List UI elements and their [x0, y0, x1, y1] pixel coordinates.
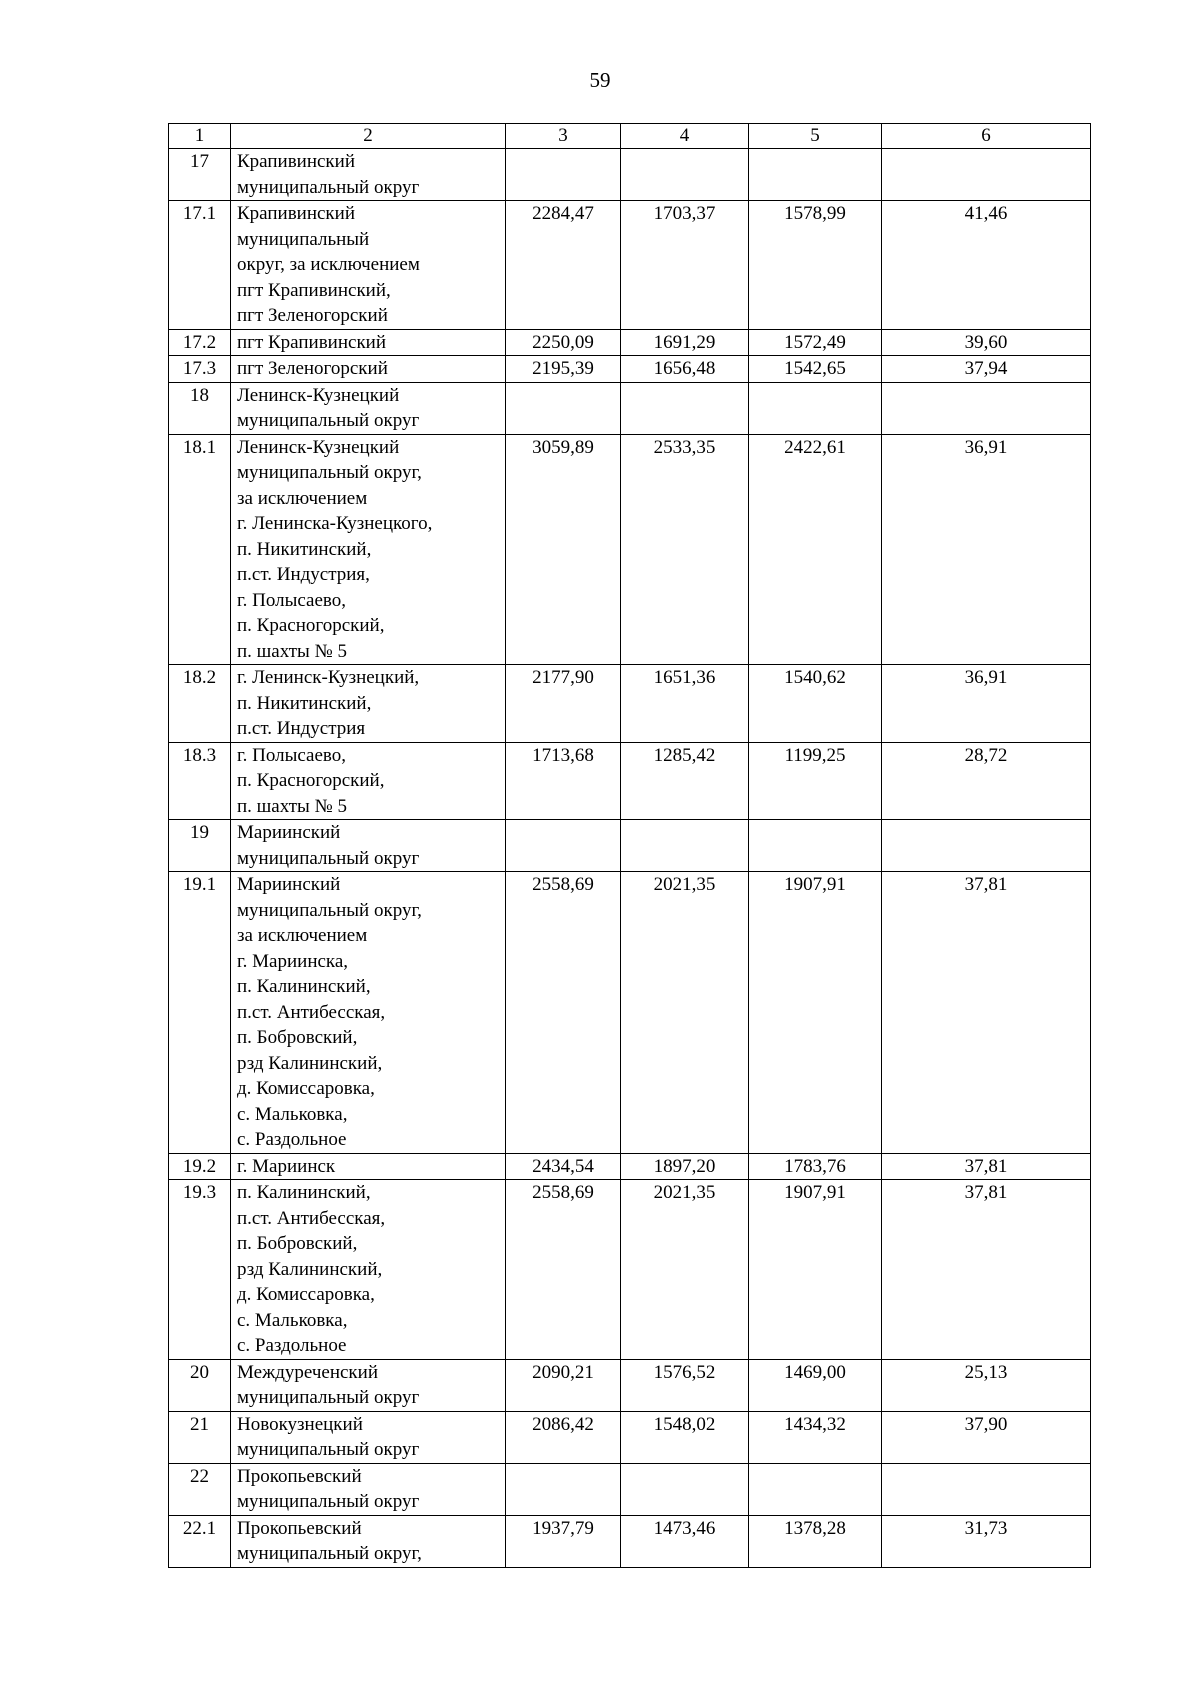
value-col6-cell: 37,81 — [882, 1153, 1091, 1180]
value-col5-cell — [749, 1463, 882, 1515]
value-col4-cell — [621, 820, 749, 872]
value-col6-cell: 41,46 — [882, 201, 1091, 330]
territory-name-cell: Прокопьевский муниципальный округ, — [231, 1515, 506, 1567]
table-row — [169, 201, 1091, 330]
table-header-row — [169, 124, 1091, 149]
value-col4-cell — [621, 1463, 749, 1515]
column-header-4: 4 — [621, 124, 749, 149]
value-col5-cell: 2422,61 — [749, 434, 882, 665]
territory-name-cell: Ленинск-Кузнецкий муниципальный округ, за исключением г. Ленинска-Кузнецкого, п. Никитинский, п.ст. Индустрия, г. Полысаево, п. Красногорский, п. шахты № 5 — [231, 434, 506, 665]
value-col3-cell: 2177,90 — [506, 665, 621, 743]
value-col5-cell: 1907,91 — [749, 1180, 882, 1360]
value-col5-cell: 1434,32 — [749, 1411, 882, 1463]
territory-name-cell: п. Калининский, п.ст. Антибесская, п. Бобровский, рзд Калининский, д. Комиссаровка, с. Мальковка, с. Раздольное — [231, 1180, 506, 1360]
value-col4-cell: 1691,29 — [621, 329, 749, 356]
value-col5-cell: 1469,00 — [749, 1359, 882, 1411]
territory-name-cell: Новокузнецкий муниципальный округ — [231, 1411, 506, 1463]
value-col4-cell: 1897,20 — [621, 1153, 749, 1180]
row-number-cell: 17 — [169, 149, 231, 201]
value-col6-cell: 37,90 — [882, 1411, 1091, 1463]
value-col6-cell: 37,81 — [882, 872, 1091, 1154]
value-col3-cell: 3059,89 — [506, 434, 621, 665]
value-col5-cell: 1572,49 — [749, 329, 882, 356]
territory-name-cell: Мариинский муниципальный округ — [231, 820, 506, 872]
value-col6-cell — [882, 1463, 1091, 1515]
value-col4-cell: 1548,02 — [621, 1411, 749, 1463]
territory-name-cell: Ленинск-Кузнецкий муниципальный округ — [231, 382, 506, 434]
territory-name-cell: г. Полысаево, п. Красногорский, п. шахты № 5 — [231, 742, 506, 820]
row-number-cell: 19.3 — [169, 1180, 231, 1360]
value-col4-cell: 1656,48 — [621, 356, 749, 383]
row-number-cell: 19.2 — [169, 1153, 231, 1180]
value-col6-cell: 31,73 — [882, 1515, 1091, 1567]
table-row — [169, 820, 1091, 872]
column-header-5: 5 — [749, 124, 882, 149]
value-col3-cell: 2284,47 — [506, 201, 621, 330]
table-row — [169, 872, 1091, 1154]
page-number: 59 — [589, 68, 611, 92]
column-header-6: 6 — [882, 124, 1091, 149]
row-number-cell: 19.1 — [169, 872, 231, 1154]
value-col5-cell — [749, 149, 882, 201]
table-row — [169, 1359, 1091, 1411]
table-row — [169, 742, 1091, 820]
value-col6-cell: 25,13 — [882, 1359, 1091, 1411]
table-row — [169, 665, 1091, 743]
territory-name-cell: пгт Крапивинский — [231, 329, 506, 356]
value-col5-cell: 1783,76 — [749, 1153, 882, 1180]
data-table — [168, 123, 1091, 1568]
table-row — [169, 1153, 1091, 1180]
value-col6-cell: 39,60 — [882, 329, 1091, 356]
row-number-cell: 18 — [169, 382, 231, 434]
row-number-cell: 17.2 — [169, 329, 231, 356]
value-col5-cell: 1542,65 — [749, 356, 882, 383]
value-col3-cell: 2434,54 — [506, 1153, 621, 1180]
row-number-cell: 18.1 — [169, 434, 231, 665]
value-col5-cell: 1378,28 — [749, 1515, 882, 1567]
value-col6-cell: 28,72 — [882, 742, 1091, 820]
column-header-2: 2 — [231, 124, 506, 149]
value-col4-cell: 1473,46 — [621, 1515, 749, 1567]
value-col4-cell: 1651,36 — [621, 665, 749, 743]
value-col3-cell: 1713,68 — [506, 742, 621, 820]
value-col5-cell: 1578,99 — [749, 201, 882, 330]
value-col6-cell — [882, 820, 1091, 872]
value-col6-cell — [882, 382, 1091, 434]
value-col3-cell — [506, 820, 621, 872]
table-row — [169, 329, 1091, 356]
territory-name-cell: Крапивинский муниципальный округ, за исключением пгт Крапивинский, пгт Зеленогорский — [231, 201, 506, 330]
value-col4-cell: 2021,35 — [621, 872, 749, 1154]
value-col3-cell: 2250,09 — [506, 329, 621, 356]
value-col5-cell — [749, 820, 882, 872]
value-col3-cell: 1937,79 — [506, 1515, 621, 1567]
table-row — [169, 1411, 1091, 1463]
table-row — [169, 356, 1091, 383]
table-row — [169, 1463, 1091, 1515]
value-col4-cell: 1703,37 — [621, 201, 749, 330]
value-col3-cell: 2090,21 — [506, 1359, 621, 1411]
value-col3-cell: 2195,39 — [506, 356, 621, 383]
row-number-cell: 18.2 — [169, 665, 231, 743]
value-col3-cell: 2558,69 — [506, 872, 621, 1154]
table-body — [169, 149, 1091, 1568]
row-number-cell: 20 — [169, 1359, 231, 1411]
row-number-cell: 18.3 — [169, 742, 231, 820]
value-col5-cell: 1540,62 — [749, 665, 882, 743]
territory-name-cell: пгт Зеленогорский — [231, 356, 506, 383]
value-col5-cell: 1907,91 — [749, 872, 882, 1154]
table-row — [169, 382, 1091, 434]
value-col3-cell — [506, 1463, 621, 1515]
value-col3-cell: 2086,42 — [506, 1411, 621, 1463]
row-number-cell: 17.1 — [169, 201, 231, 330]
value-col4-cell: 2533,35 — [621, 434, 749, 665]
table-row — [169, 149, 1091, 201]
table-row — [169, 434, 1091, 665]
row-number-cell: 19 — [169, 820, 231, 872]
value-col4-cell: 2021,35 — [621, 1180, 749, 1360]
value-col4-cell: 1285,42 — [621, 742, 749, 820]
table-row — [169, 1515, 1091, 1567]
column-header-1: 1 — [169, 124, 231, 149]
row-number-cell: 21 — [169, 1411, 231, 1463]
territory-name-cell: Прокопьевский муниципальный округ — [231, 1463, 506, 1515]
value-col6-cell: 37,94 — [882, 356, 1091, 383]
row-number-cell: 22 — [169, 1463, 231, 1515]
table-row — [169, 1180, 1091, 1360]
value-col6-cell: 37,81 — [882, 1180, 1091, 1360]
value-col6-cell: 36,91 — [882, 434, 1091, 665]
value-col3-cell — [506, 382, 621, 434]
row-number-cell: 22.1 — [169, 1515, 231, 1567]
value-col3-cell — [506, 149, 621, 201]
value-col6-cell: 36,91 — [882, 665, 1091, 743]
value-col4-cell — [621, 382, 749, 434]
value-col4-cell: 1576,52 — [621, 1359, 749, 1411]
territory-name-cell: Крапивинский муниципальный округ — [231, 149, 506, 201]
territory-name-cell: Мариинский муниципальный округ, за исключением г. Мариинска, п. Калининский, п.ст. Антибесская, п. Бобровский, рзд Калининский, д. Комиссаровка, с. Мальковка, с. Раздольное — [231, 872, 506, 1154]
value-col5-cell: 1199,25 — [749, 742, 882, 820]
value-col5-cell — [749, 382, 882, 434]
value-col4-cell — [621, 149, 749, 201]
territory-name-cell: Междуреченский муниципальный округ — [231, 1359, 506, 1411]
value-col6-cell — [882, 149, 1091, 201]
territory-name-cell: г. Ленинск-Кузнецкий, п. Никитинский, п.ст. Индустрия — [231, 665, 506, 743]
value-col3-cell: 2558,69 — [506, 1180, 621, 1360]
column-header-3: 3 — [506, 124, 621, 149]
territory-name-cell: г. Мариинск — [231, 1153, 506, 1180]
row-number-cell: 17.3 — [169, 356, 231, 383]
